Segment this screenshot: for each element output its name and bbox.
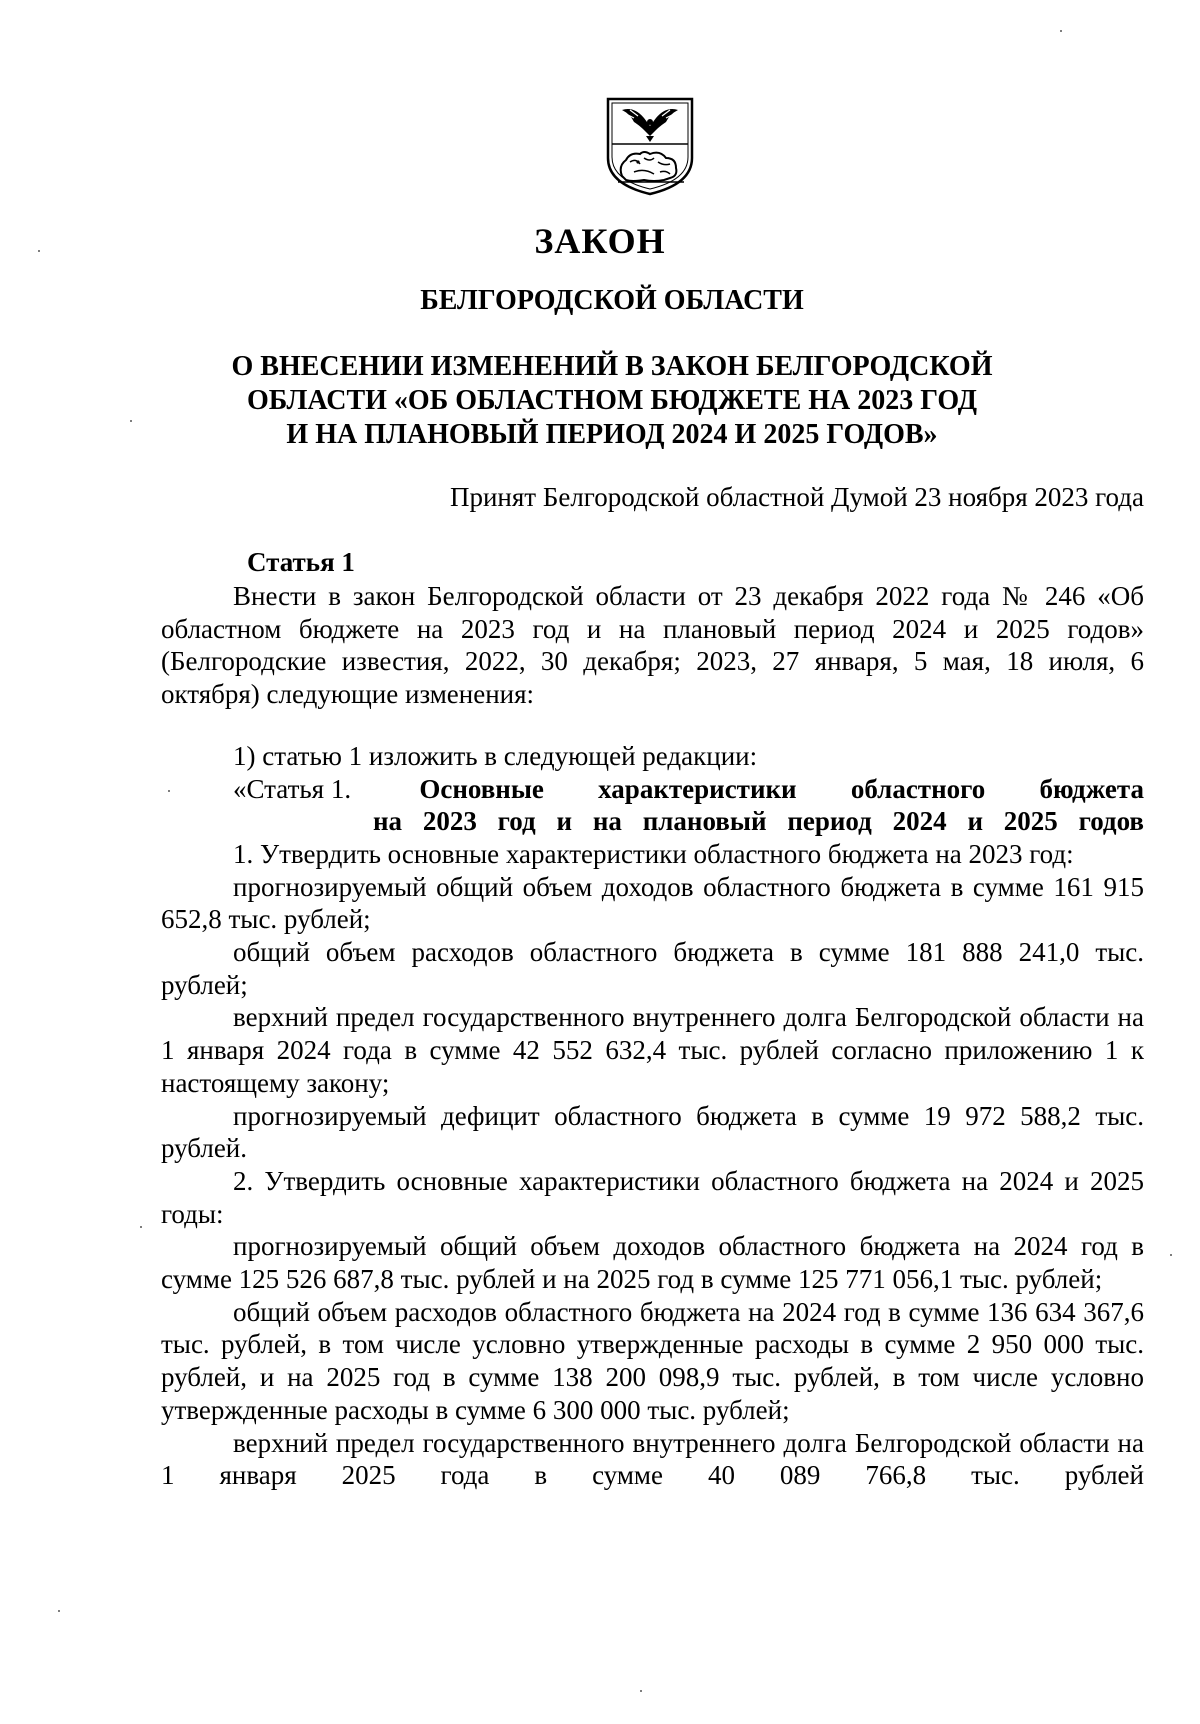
scan-speck	[168, 790, 170, 792]
law-title-line: ОБЛАСТИ «ОБ ОБЛАСТНОМ БЮДЖЕТЕ НА 2023 ГОД	[246, 385, 978, 416]
scan-speck	[58, 1610, 60, 1612]
scan-speck	[130, 420, 132, 422]
scan-speck	[1170, 1254, 1172, 1256]
scan-speck	[640, 1690, 642, 1692]
region-title: БЕЛГОРОДСКОЙ ОБЛАСТИ	[420, 285, 804, 316]
article-heading: Статья 1	[247, 547, 355, 577]
law-title-line: О ВНЕСЕНИИ ИЗМЕНЕНИЙ В ЗАКОН БЕЛГОРОДСКОЙ	[231, 351, 993, 382]
inner-article-title-word: Основные	[419, 773, 544, 804]
body-paragraph: прогнозируемый общий объем доходов областного бюджета в сумме 161 915 652,8 тыс. рублей;	[161, 871, 1144, 935]
body-paragraph: 1. Утвердить основные характеристики областного бюджета на 2023 год:	[233, 838, 1074, 869]
inner-article-title-line: на 2023 год и на плановый период 2024 и 2025 годов	[373, 806, 1144, 837]
scan-speck	[140, 1226, 142, 1228]
inner-article-title-word: бюджета	[1039, 773, 1144, 804]
body-paragraph: прогнозируемый дефицит областного бюджета в сумме 19 972 588,2 тыс. рублей.	[161, 1100, 1144, 1164]
body-paragraph: 2. Утвердить основные характеристики областного бюджета на 2024 и 2025 годы:	[161, 1165, 1144, 1229]
inner-article-title-word: областного	[850, 773, 986, 804]
law-title-line: И НА ПЛАНОВЫЙ ПЕРИОД 2024 И 2025 ГОДОВ»	[286, 419, 938, 450]
intro-paragraph: Внести в закон Белгородской области от 23 декабря 2022 года № 246 «Об областном бюджете на 2023 год и на плановый период 2024 и 2025 годов» (Белгородские известия, 2022, 30 декабря; 2023, 27 января, 5 мая, 18 июля, 6 октября) следующие изменения:	[161, 581, 1144, 710]
scan-speck	[1060, 30, 1062, 32]
adoption-note: Принят Белгородской областной Думой 23 ноября 2023 года	[449, 482, 1144, 512]
body-paragraph: верхний предел государственного внутреннего долга Белгородской области на 1 января 2025 года в сумме 40 089 766,8 тыс. рублей	[161, 1427, 1144, 1491]
scan-speck	[38, 250, 40, 252]
coat-of-arms-icon	[604, 96, 696, 196]
inner-article-title-word: характеристики	[598, 773, 797, 804]
body-paragraph: прогнозируемый общий объем доходов областного бюджета на 2024 год в сумме 125 526 687,8 тыс. рублей и на 2025 год в сумме 125 771 056,1 тыс. рублей;	[161, 1231, 1144, 1295]
body-paragraph: общий объем расходов областного бюджета на 2024 год в сумме 136 634 367,6 тыс. рублей, в том числе условно утвержденные расходы в сумме 2 950 000 тыс. рублей, и на 2025 год в сумме 138 200 098,9 тыс. рублей, в том числе условно утвержденные расходы в сумме 6 300 000 тыс. рублей;	[161, 1296, 1144, 1425]
body-paragraph: верхний предел государственного внутреннего долга Белгородской области на 1 января 2024 года в сумме 42 552 632,4 тыс. рублей согласно приложению 1 к настоящему закону;	[161, 1002, 1144, 1098]
inner-article-heading	[161, 773, 1144, 806]
inner-article-title-line	[233, 773, 1144, 806]
document-type-title: ЗАКОН	[534, 221, 666, 261]
document-body	[161, 580, 1144, 1492]
body-paragraph: общий объем расходов областного бюджета в сумме 181 888 241,0 тыс. рублей;	[161, 937, 1144, 1000]
inner-article-label: «Статья 1.	[233, 773, 352, 804]
law-title	[12, 350, 1200, 452]
amendment-item: 1) статью 1 изложить в следующей редакции:	[233, 740, 758, 771]
